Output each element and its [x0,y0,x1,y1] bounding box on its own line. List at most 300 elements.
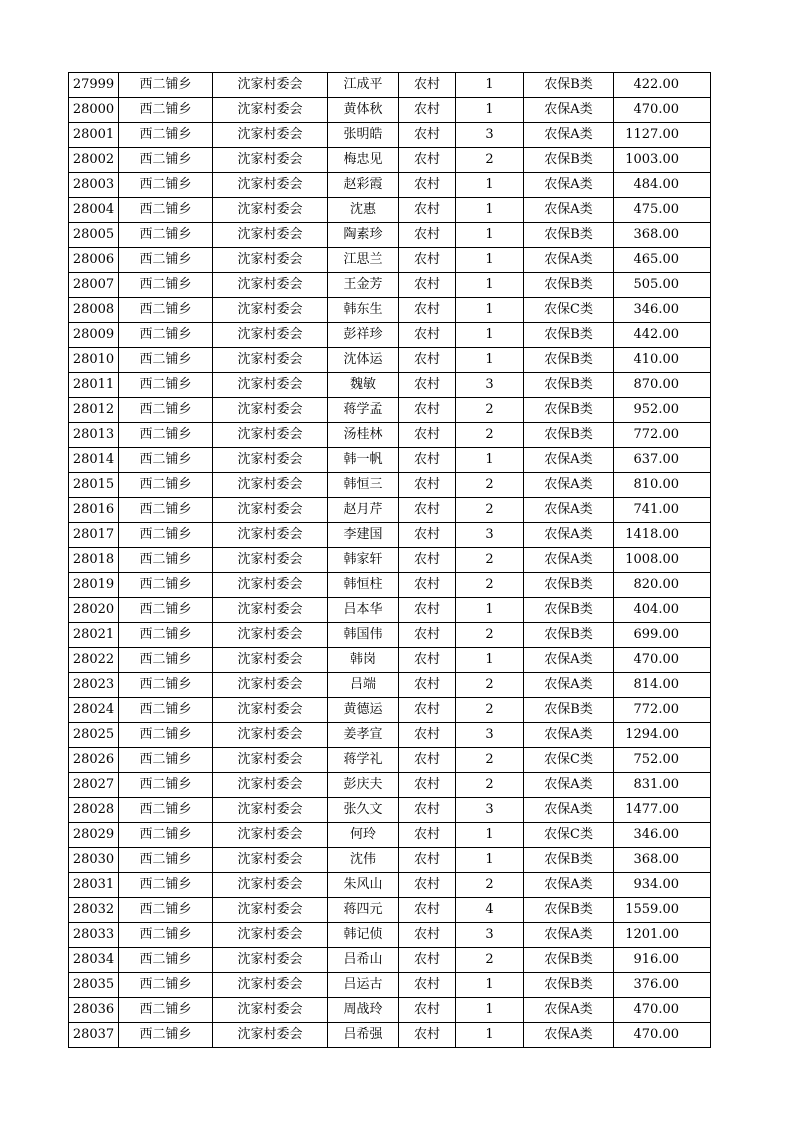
insurance-category-cell: 农保A类 [524,673,614,698]
amount-cell: 772.00 [614,423,711,448]
table-row [69,123,711,148]
residence-type-cell: 农村 [399,73,456,98]
insurance-category-cell: 农保B类 [524,948,614,973]
insurance-category-cell: 农保B类 [524,73,614,98]
name-cell: 蒋学孟 [328,398,399,423]
household-size-cell: 2 [456,698,524,723]
township-cell: 西二铺乡 [119,1023,213,1048]
amount-cell: 772.00 [614,698,711,723]
township-cell: 西二铺乡 [119,373,213,398]
household-size-cell: 2 [456,573,524,598]
residence-type-cell: 农村 [399,348,456,373]
record-id-cell: 28010 [69,348,119,373]
insurance-category-cell: 农保B类 [524,698,614,723]
name-cell: 周战玲 [328,998,399,1023]
record-id-cell: 28033 [69,923,119,948]
township-cell: 西二铺乡 [119,748,213,773]
table-row [69,998,711,1023]
table-row [69,223,711,248]
residence-type-cell: 农村 [399,198,456,223]
residence-type-cell: 农村 [399,123,456,148]
village-committee-cell: 沈家村委会 [213,723,328,748]
village-committee-cell: 沈家村委会 [213,598,328,623]
household-size-cell: 2 [456,398,524,423]
village-committee-cell: 沈家村委会 [213,998,328,1023]
insurance-category-cell: 农保A类 [524,873,614,898]
record-id-cell: 28009 [69,323,119,348]
name-cell: 韩恒柱 [328,573,399,598]
record-id-cell: 28028 [69,798,119,823]
township-cell: 西二铺乡 [119,873,213,898]
record-id-cell: 28021 [69,623,119,648]
amount-cell: 404.00 [614,598,711,623]
amount-cell: 870.00 [614,373,711,398]
amount-cell: 1127.00 [614,123,711,148]
household-size-cell: 1 [456,73,524,98]
household-size-cell: 2 [456,423,524,448]
township-cell: 西二铺乡 [119,523,213,548]
township-cell: 西二铺乡 [119,323,213,348]
record-id-cell: 28007 [69,273,119,298]
township-cell: 西二铺乡 [119,823,213,848]
name-cell: 张久文 [328,798,399,823]
record-id-cell: 28023 [69,673,119,698]
residence-type-cell: 农村 [399,223,456,248]
record-id-cell: 28034 [69,948,119,973]
insurance-category-cell: 农保B类 [524,973,614,998]
residence-type-cell: 农村 [399,473,456,498]
residence-type-cell: 农村 [399,548,456,573]
residence-type-cell: 农村 [399,698,456,723]
village-committee-cell: 沈家村委会 [213,848,328,873]
record-id-cell: 28036 [69,998,119,1023]
amount-cell: 470.00 [614,1023,711,1048]
record-id-cell: 28016 [69,498,119,523]
township-cell: 西二铺乡 [119,223,213,248]
name-cell: 黄德运 [328,698,399,723]
table-row [69,173,711,198]
household-size-cell: 1 [456,1023,524,1048]
table-row [69,898,711,923]
residence-type-cell: 农村 [399,373,456,398]
township-cell: 西二铺乡 [119,598,213,623]
village-committee-cell: 沈家村委会 [213,223,328,248]
record-id-cell: 28035 [69,973,119,998]
insurance-category-cell: 农保A类 [524,798,614,823]
household-size-cell: 1 [456,348,524,373]
table-row [69,348,711,373]
table-row [69,873,711,898]
table-row [69,623,711,648]
village-committee-cell: 沈家村委会 [213,298,328,323]
household-size-cell: 1 [456,223,524,248]
household-size-cell: 3 [456,373,524,398]
table-row [69,498,711,523]
township-cell: 西二铺乡 [119,498,213,523]
village-committee-cell: 沈家村委会 [213,348,328,373]
record-id-cell: 28024 [69,698,119,723]
table-row [69,723,711,748]
name-cell: 王金芳 [328,273,399,298]
household-size-cell: 2 [456,473,524,498]
record-id-cell: 28022 [69,648,119,673]
name-cell: 朱风山 [328,873,399,898]
household-size-cell: 2 [456,948,524,973]
name-cell: 韩一帆 [328,448,399,473]
village-committee-cell: 沈家村委会 [213,73,328,98]
residence-type-cell: 农村 [399,323,456,348]
residence-type-cell: 农村 [399,823,456,848]
residence-type-cell: 农村 [399,523,456,548]
record-id-cell: 28000 [69,98,119,123]
township-cell: 西二铺乡 [119,548,213,573]
residence-type-cell: 农村 [399,623,456,648]
residence-type-cell: 农村 [399,98,456,123]
insurance-category-cell: 农保B类 [524,573,614,598]
amount-cell: 346.00 [614,823,711,848]
insurance-category-cell: 农保A类 [524,473,614,498]
residence-type-cell: 农村 [399,598,456,623]
household-size-cell: 3 [456,123,524,148]
table-row [69,598,711,623]
name-cell: 蒋学礼 [328,748,399,773]
name-cell: 韩恒三 [328,473,399,498]
insurance-category-cell: 农保B类 [524,348,614,373]
record-id-cell: 28005 [69,223,119,248]
village-committee-cell: 沈家村委会 [213,573,328,598]
name-cell: 姜孝宣 [328,723,399,748]
township-cell: 西二铺乡 [119,648,213,673]
insurance-category-cell: 农保A类 [524,98,614,123]
record-id-cell: 28013 [69,423,119,448]
insurance-category-cell: 农保C类 [524,748,614,773]
residence-type-cell: 农村 [399,648,456,673]
record-id-cell: 28032 [69,898,119,923]
household-size-cell: 1 [456,448,524,473]
amount-cell: 1294.00 [614,723,711,748]
amount-cell: 410.00 [614,348,711,373]
residence-type-cell: 农村 [399,748,456,773]
insurance-category-cell: 农保A类 [524,123,614,148]
insurance-category-cell: 农保B类 [524,898,614,923]
amount-cell: 814.00 [614,673,711,698]
household-size-cell: 1 [456,823,524,848]
amount-cell: 484.00 [614,173,711,198]
record-id-cell: 28015 [69,473,119,498]
insurance-category-cell: 农保A类 [524,923,614,948]
amount-cell: 368.00 [614,848,711,873]
township-cell: 西二铺乡 [119,698,213,723]
village-committee-cell: 沈家村委会 [213,673,328,698]
name-cell: 吕本华 [328,598,399,623]
residence-type-cell: 农村 [399,273,456,298]
table-row [69,373,711,398]
residence-type-cell: 农村 [399,848,456,873]
household-size-cell: 1 [456,298,524,323]
insurance-category-cell: 农保C类 [524,298,614,323]
residence-type-cell: 农村 [399,398,456,423]
township-cell: 西二铺乡 [119,898,213,923]
insurance-category-cell: 农保A类 [524,248,614,273]
record-id-cell: 28029 [69,823,119,848]
residence-type-cell: 农村 [399,498,456,523]
name-cell: 梅忠见 [328,148,399,173]
insurance-category-cell: 农保A类 [524,448,614,473]
household-size-cell: 1 [456,848,524,873]
name-cell: 吕希强 [328,1023,399,1048]
village-committee-cell: 沈家村委会 [213,548,328,573]
insurance-category-cell: 农保A类 [524,998,614,1023]
household-size-cell: 1 [456,323,524,348]
record-id-cell: 28002 [69,148,119,173]
residence-type-cell: 农村 [399,148,456,173]
household-size-cell: 2 [456,773,524,798]
record-id-cell: 27999 [69,73,119,98]
record-id-cell: 28019 [69,573,119,598]
amount-cell: 1008.00 [614,548,711,573]
residence-type-cell: 农村 [399,948,456,973]
insurance-category-cell: 农保B类 [524,273,614,298]
table-row [69,398,711,423]
record-id-cell: 28026 [69,748,119,773]
insurance-category-cell: 农保B类 [524,848,614,873]
table-row [69,748,711,773]
village-committee-cell: 沈家村委会 [213,148,328,173]
name-cell: 吕运古 [328,973,399,998]
name-cell: 韩家轩 [328,548,399,573]
village-committee-cell: 沈家村委会 [213,98,328,123]
amount-cell: 916.00 [614,948,711,973]
village-committee-cell: 沈家村委会 [213,698,328,723]
village-committee-cell: 沈家村委会 [213,398,328,423]
household-size-cell: 1 [456,248,524,273]
residence-type-cell: 农村 [399,973,456,998]
table-row [69,523,711,548]
name-cell: 蒋四元 [328,898,399,923]
name-cell: 沈伟 [328,848,399,873]
table-row [69,548,711,573]
amount-cell: 475.00 [614,198,711,223]
household-size-cell: 3 [456,723,524,748]
township-cell: 西二铺乡 [119,623,213,648]
township-cell: 西二铺乡 [119,773,213,798]
household-size-cell: 2 [456,148,524,173]
household-size-cell: 3 [456,798,524,823]
name-cell: 李建国 [328,523,399,548]
village-committee-cell: 沈家村委会 [213,823,328,848]
table-row [69,773,711,798]
insurance-category-cell: 农保B类 [524,423,614,448]
name-cell: 吕端 [328,673,399,698]
township-cell: 西二铺乡 [119,798,213,823]
amount-cell: 1003.00 [614,148,711,173]
amount-cell: 810.00 [614,473,711,498]
insurance-category-cell: 农保A类 [524,773,614,798]
household-size-cell: 3 [456,523,524,548]
residence-type-cell: 农村 [399,798,456,823]
village-committee-cell: 沈家村委会 [213,248,328,273]
name-cell: 沈惠 [328,198,399,223]
amount-cell: 346.00 [614,298,711,323]
village-committee-cell: 沈家村委会 [213,423,328,448]
insurance-category-cell: 农保A类 [524,198,614,223]
township-cell: 西二铺乡 [119,123,213,148]
amount-cell: 442.00 [614,323,711,348]
table-row [69,698,711,723]
record-id-cell: 28006 [69,248,119,273]
table-row [69,923,711,948]
name-cell: 彭祥珍 [328,323,399,348]
insurance-category-cell: 农保A类 [524,723,614,748]
record-id-cell: 28017 [69,523,119,548]
insurance-category-cell: 农保A类 [524,498,614,523]
village-committee-cell: 沈家村委会 [213,798,328,823]
township-cell: 西二铺乡 [119,423,213,448]
insurance-category-cell: 农保A类 [524,1023,614,1048]
household-size-cell: 1 [456,273,524,298]
name-cell: 魏敏 [328,373,399,398]
amount-cell: 831.00 [614,773,711,798]
village-committee-cell: 沈家村委会 [213,973,328,998]
name-cell: 韩国伟 [328,623,399,648]
township-cell: 西二铺乡 [119,348,213,373]
village-committee-cell: 沈家村委会 [213,648,328,673]
village-committee-cell: 沈家村委会 [213,123,328,148]
village-committee-cell: 沈家村委会 [213,773,328,798]
township-cell: 西二铺乡 [119,923,213,948]
township-cell: 西二铺乡 [119,948,213,973]
township-cell: 西二铺乡 [119,848,213,873]
table-row [69,673,711,698]
record-id-cell: 28011 [69,373,119,398]
name-cell: 张明皓 [328,123,399,148]
household-size-cell: 1 [456,598,524,623]
amount-cell: 952.00 [614,398,711,423]
household-size-cell: 1 [456,998,524,1023]
amount-cell: 699.00 [614,623,711,648]
residence-type-cell: 农村 [399,923,456,948]
residence-type-cell: 农村 [399,673,456,698]
name-cell: 赵彩霞 [328,173,399,198]
village-committee-cell: 沈家村委会 [213,323,328,348]
township-cell: 西二铺乡 [119,273,213,298]
table-row [69,148,711,173]
amount-cell: 470.00 [614,98,711,123]
record-id-cell: 28014 [69,448,119,473]
household-size-cell: 2 [456,623,524,648]
township-cell: 西二铺乡 [119,98,213,123]
village-committee-cell: 沈家村委会 [213,948,328,973]
table-row [69,423,711,448]
insurance-category-cell: 农保A类 [524,523,614,548]
table-row [69,73,711,98]
table-row [69,973,711,998]
name-cell: 江成平 [328,73,399,98]
insurance-category-cell: 农保C类 [524,823,614,848]
residence-type-cell: 农村 [399,173,456,198]
village-committee-cell: 沈家村委会 [213,873,328,898]
township-cell: 西二铺乡 [119,448,213,473]
insurance-category-cell: 农保B类 [524,598,614,623]
record-id-cell: 28030 [69,848,119,873]
village-committee-cell: 沈家村委会 [213,173,328,198]
record-id-cell: 28031 [69,873,119,898]
name-cell: 黄体秋 [328,98,399,123]
name-cell: 陶素珍 [328,223,399,248]
township-cell: 西二铺乡 [119,473,213,498]
insurance-category-cell: 农保B类 [524,398,614,423]
township-cell: 西二铺乡 [119,573,213,598]
insurance-category-cell: 农保B类 [524,623,614,648]
amount-cell: 1477.00 [614,798,711,823]
name-cell: 赵月芹 [328,498,399,523]
household-size-cell: 1 [456,173,524,198]
residence-type-cell: 农村 [399,998,456,1023]
township-cell: 西二铺乡 [119,73,213,98]
insurance-category-cell: 农保B类 [524,373,614,398]
table-row [69,948,711,973]
table-row [69,98,711,123]
table-row [69,823,711,848]
amount-cell: 465.00 [614,248,711,273]
household-size-cell: 1 [456,198,524,223]
residence-type-cell: 农村 [399,573,456,598]
insurance-category-cell: 农保B类 [524,223,614,248]
household-size-cell: 3 [456,923,524,948]
record-id-cell: 28020 [69,598,119,623]
township-cell: 西二铺乡 [119,148,213,173]
record-id-cell: 28008 [69,298,119,323]
insurance-category-cell: 农保A类 [524,173,614,198]
table-row [69,198,711,223]
name-cell: 江思兰 [328,248,399,273]
table-row [69,248,711,273]
household-size-cell: 1 [456,98,524,123]
amount-cell: 1559.00 [614,898,711,923]
table-row [69,648,711,673]
record-id-cell: 28025 [69,723,119,748]
amount-cell: 752.00 [614,748,711,773]
name-cell: 汤桂林 [328,423,399,448]
record-id-cell: 28012 [69,398,119,423]
table-row [69,273,711,298]
residence-type-cell: 农村 [399,423,456,448]
insurance-category-cell: 农保A类 [524,648,614,673]
village-committee-cell: 沈家村委会 [213,898,328,923]
insurance-category-cell: 农保B类 [524,148,614,173]
amount-cell: 741.00 [614,498,711,523]
village-committee-cell: 沈家村委会 [213,273,328,298]
residence-type-cell: 农村 [399,723,456,748]
table-row [69,1023,711,1048]
table-row [69,798,711,823]
amount-cell: 505.00 [614,273,711,298]
name-cell: 沈体运 [328,348,399,373]
residence-type-cell: 农村 [399,298,456,323]
record-id-cell: 28037 [69,1023,119,1048]
record-id-cell: 28004 [69,198,119,223]
roster-body [69,73,711,1048]
insurance-category-cell: 农保B类 [524,323,614,348]
household-size-cell: 2 [456,548,524,573]
residence-type-cell: 农村 [399,248,456,273]
household-size-cell: 2 [456,673,524,698]
household-size-cell: 1 [456,973,524,998]
village-committee-cell: 沈家村委会 [213,198,328,223]
residence-type-cell: 农村 [399,873,456,898]
name-cell: 彭庆夫 [328,773,399,798]
name-cell: 韩记侦 [328,923,399,948]
